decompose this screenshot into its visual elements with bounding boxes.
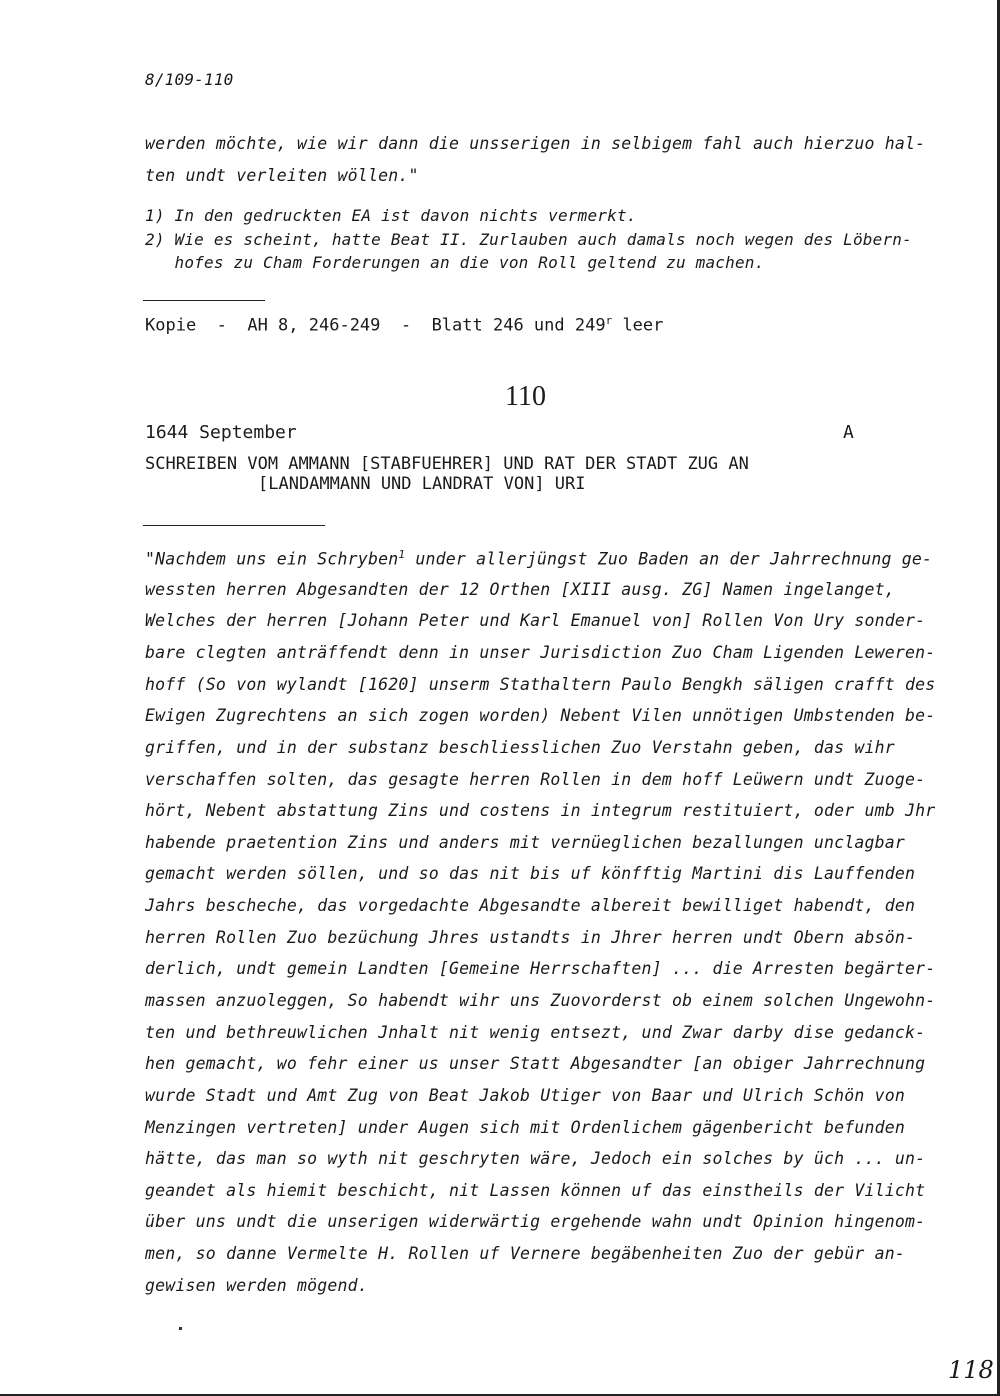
- source-text-end: leer: [612, 315, 664, 336]
- body-line: men, so danne Vermelte H. Rollen uf Vernere begäbenheiten Zuo der gebür an-: [145, 1244, 906, 1263]
- body-line: griffen, und in der substanz beschliesslichen Zuo Verstahn geben, das wihr: [145, 738, 895, 757]
- body-line: geandet als hiemit beschicht, nit Lassen können uf das einstheils der Vilicht: [145, 1181, 926, 1200]
- footnote-2: 2) Wie es scheint, hatte Beat II. Zurlauben auch damals noch wegen des Löbern-: [145, 230, 912, 249]
- handwritten-page-mark: 118: [948, 1356, 994, 1384]
- body-line-1-end: under allerjüngst Zuo Baden an der Jahrrechnung ge-: [405, 549, 933, 569]
- footnote-rule: [143, 300, 265, 301]
- body-line: hen gemacht, wo fehr einer us unser Statt Abgesandter [an obiger Jahrrechnung: [145, 1054, 926, 1073]
- body-line: gewisen werden mögend.: [145, 1276, 368, 1295]
- document-letter: A: [843, 422, 854, 443]
- source-superscript: r: [605, 314, 613, 327]
- footnote-1: 1) In den gedruckten EA ist davon nichts vermerkt.: [145, 206, 637, 225]
- body-line: ten und bethreuwlichen Jnhalt nit wenig entsezt, und Zwar darby dise gedanck-: [145, 1023, 926, 1042]
- body-line: Menzingen vertreten] under Augen sich mit Ordenlichem gägenbericht befunden: [145, 1118, 906, 1137]
- body-line: habende praetention Zins und anders mit vernüeglichen bezallungen unclagbar: [145, 833, 906, 852]
- body-line: Jahrs bescheche, das vorgedachte Abgesandte albereit bewilliget habendt, den: [145, 896, 916, 915]
- source-line: [145, 314, 663, 336]
- body-line: wessten herren Abgesandten der 12 Orthen [XIII ausg. ZG] Namen ingelanget,: [145, 580, 895, 599]
- body-line-1: [145, 548, 932, 569]
- body-line: verschaffen solten, das gesagte herren Rollen in dem hoff Leüwern undt Zuoge-: [145, 770, 926, 789]
- body-line-1-start: "Nachdem uns ein Schryben: [145, 549, 399, 569]
- body-line: wurde Stadt und Amt Zug von Beat Jakob Utiger von Baar und Ulrich Schön von: [145, 1086, 906, 1105]
- prev-doc-line-1: werden möchte, wie wir dann die unsserigen in selbigem fahl auch hierzuo hal-: [145, 134, 926, 153]
- document-date: 1644 September: [145, 422, 297, 443]
- body-line: herren Rollen Zuo bezüchung Jhres ustandts in Jhrer herren undt Obern absön-: [145, 928, 916, 947]
- body-line: hätte, das man so wyth nit geschryten wäre, Jedoch ein solches by üch ... un-: [145, 1149, 926, 1168]
- footnote-ref-1: 1: [398, 548, 406, 561]
- body-line: massen anzuoleggen, So habendt wihr uns Zuovorderst ob einem solchen Ungewohn-: [145, 991, 936, 1010]
- body-line: gemacht werden söllen, und so das nit bis uf könfftig Martini dis Lauffenden: [145, 864, 916, 883]
- body-line: bare clegten anträffendt denn in unser Jurisdiction Zuo Cham Ligenden Leweren-: [145, 643, 936, 662]
- scan-speck: [179, 1327, 182, 1330]
- document-number: 110: [505, 381, 546, 412]
- document-title-line-1: SCHREIBEN VOM AMMANN [STABFUEHRER] UND RAT DER STADT ZUG AN: [145, 454, 749, 474]
- body-line: derlich, undt gemein Landten [Gemeine Herrschaften] ... die Arresten begärter-: [145, 959, 936, 978]
- body-line: Ewigen Zugrechtens an sich zogen worden) Nebent Vilen unnötigen Umbstenden be-: [145, 706, 936, 725]
- title-rule: [143, 525, 325, 526]
- document-title-line-2: [LANDAMMANN UND LANDRAT VON] URI: [258, 474, 586, 494]
- body-line: hört, Nebent abstattung Zins und costens in integrum restituiert, oder umb Jhr: [145, 801, 936, 820]
- body-line: Welches der herren [Johann Peter und Karl Emanuel von] Rollen Von Ury sonder-: [145, 611, 926, 630]
- prev-doc-line-2: ten undt verleiten wöllen.": [145, 166, 419, 185]
- body-line: über uns undt die unserigen widerwärtig ergehende wahn undt Opinion hingenom-: [145, 1212, 926, 1231]
- footnote-2-cont: hofes zu Cham Forderungen an die von Roll geltend zu machen.: [145, 253, 765, 272]
- body-line: hoff (So von wylandt [1620] unserm Stathaltern Paulo Bengkh säligen crafft des: [145, 675, 936, 694]
- page-reference: 8/109-110: [145, 70, 234, 89]
- source-text: Kopie - AH 8, 246-249 - Blatt 246 und 249: [145, 315, 606, 336]
